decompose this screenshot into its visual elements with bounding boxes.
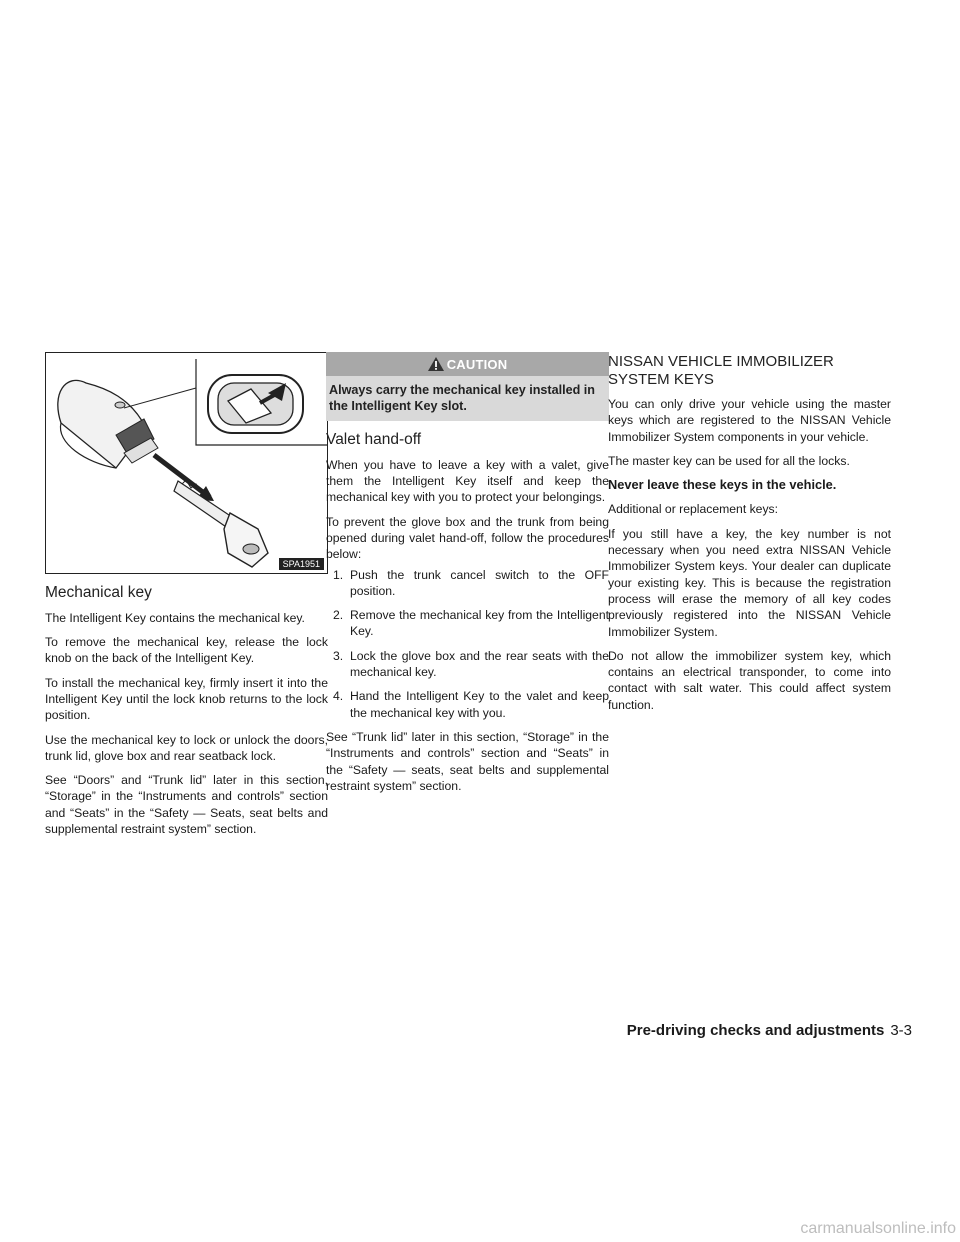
paragraph: To prevent the glove box and the trunk from being opened during valet hand-off, follow the procedures below: [326,514,609,562]
paragraph: See “Doors” and “Trunk lid” later in this section, “Storage” in the “Instruments and controls” section and “Seats” in the “Safety — Seats, seat belts and supplemental restraint system” section. [45,773,328,837]
immobilizer-heading: NISSAN VEHICLE IMMOBILIZER SYSTEM KEYS [608,353,834,388]
list-item: 4. Hand the Intelligent Key to the valet and keep the mechanical key with you. [333,689,609,720]
section-title: Pre-driving checks and adjustments [626,1022,885,1039]
left-column [45,352,328,845]
valet-handoff-heading: Valet hand-off [326,431,422,448]
figure-label: SPA1951 [279,558,324,570]
page-footer [612,1022,912,1039]
valet-steps-list [326,567,609,721]
mechanical-key-heading: Mechanical key [45,584,152,601]
caution-header [326,352,609,376]
caution-title: CAUTION [446,356,508,372]
caution-box [326,352,609,421]
warning-triangle-icon [428,357,444,371]
right-column [608,352,891,721]
paragraph: Use the mechanical key to lock or unlock the doors, trunk lid, glove box and rear seatback lock. [45,732,328,763]
warning-text: Never leave these keys in the vehicle. [608,477,837,493]
caution-text: Always carry the mechanical key installed in the Intelligent Key slot. [329,383,595,413]
middle-column [326,352,609,802]
mechanical-key-figure [45,352,328,574]
paragraph: See “Trunk lid” later in this section, “Storage” in the “Instruments and controls” section and “Seats” in the “Safety — seats, seat belts and supplemental restraint system” section. [326,729,609,793]
paragraph: When you have to leave a key with a valet, give them the Intelligent Key itself and keep the mechanical key with you to protect your belongings. [326,457,609,505]
paragraph: If you still have a key, the key number is not necessary when you need extra NISSAN Vehicle Immobilizer System keys. Your dealer can duplicate your existing key. This is because the registration process will erase the memory of all key codes previously registered into the NISSAN Vehicle Immobilizer System. [608,526,891,639]
paragraph: You can only drive your vehicle using the master keys which are registered to the NISSAN Vehicle Immobilizer System components in your vehicle. [608,397,891,444]
paragraph: To remove the mechanical key, release the lock knob on the back of the Intelligent Key. [45,635,328,666]
paragraph: The master key can be used for all the locks. [608,453,850,468]
watermark: carmanualsonline.info [800,1220,956,1237]
paragraph: To install the mechanical key, firmly insert it into the Intelligent Key until the lock knob returns to the lock position. [45,675,328,723]
paragraph: The Intelligent Key contains the mechanical key. [45,610,305,625]
list-item: 2. Remove the mechanical key from the Intelligent Key. [333,608,609,639]
paragraph: Do not allow the immobilizer system key, which contains an electrical transponder, to come into contact with salt water. This could affect system function. [608,648,891,712]
list-item: 1. Push the trunk cancel switch to the OFF position. [333,567,609,598]
paragraph: Additional or replacement keys: [608,502,779,517]
list-item: 3. Lock the glove box and the rear seats with the mechanical key. [333,648,609,680]
intelligent-key-illustration [46,353,327,573]
page-number: 3-3 [890,1022,912,1039]
